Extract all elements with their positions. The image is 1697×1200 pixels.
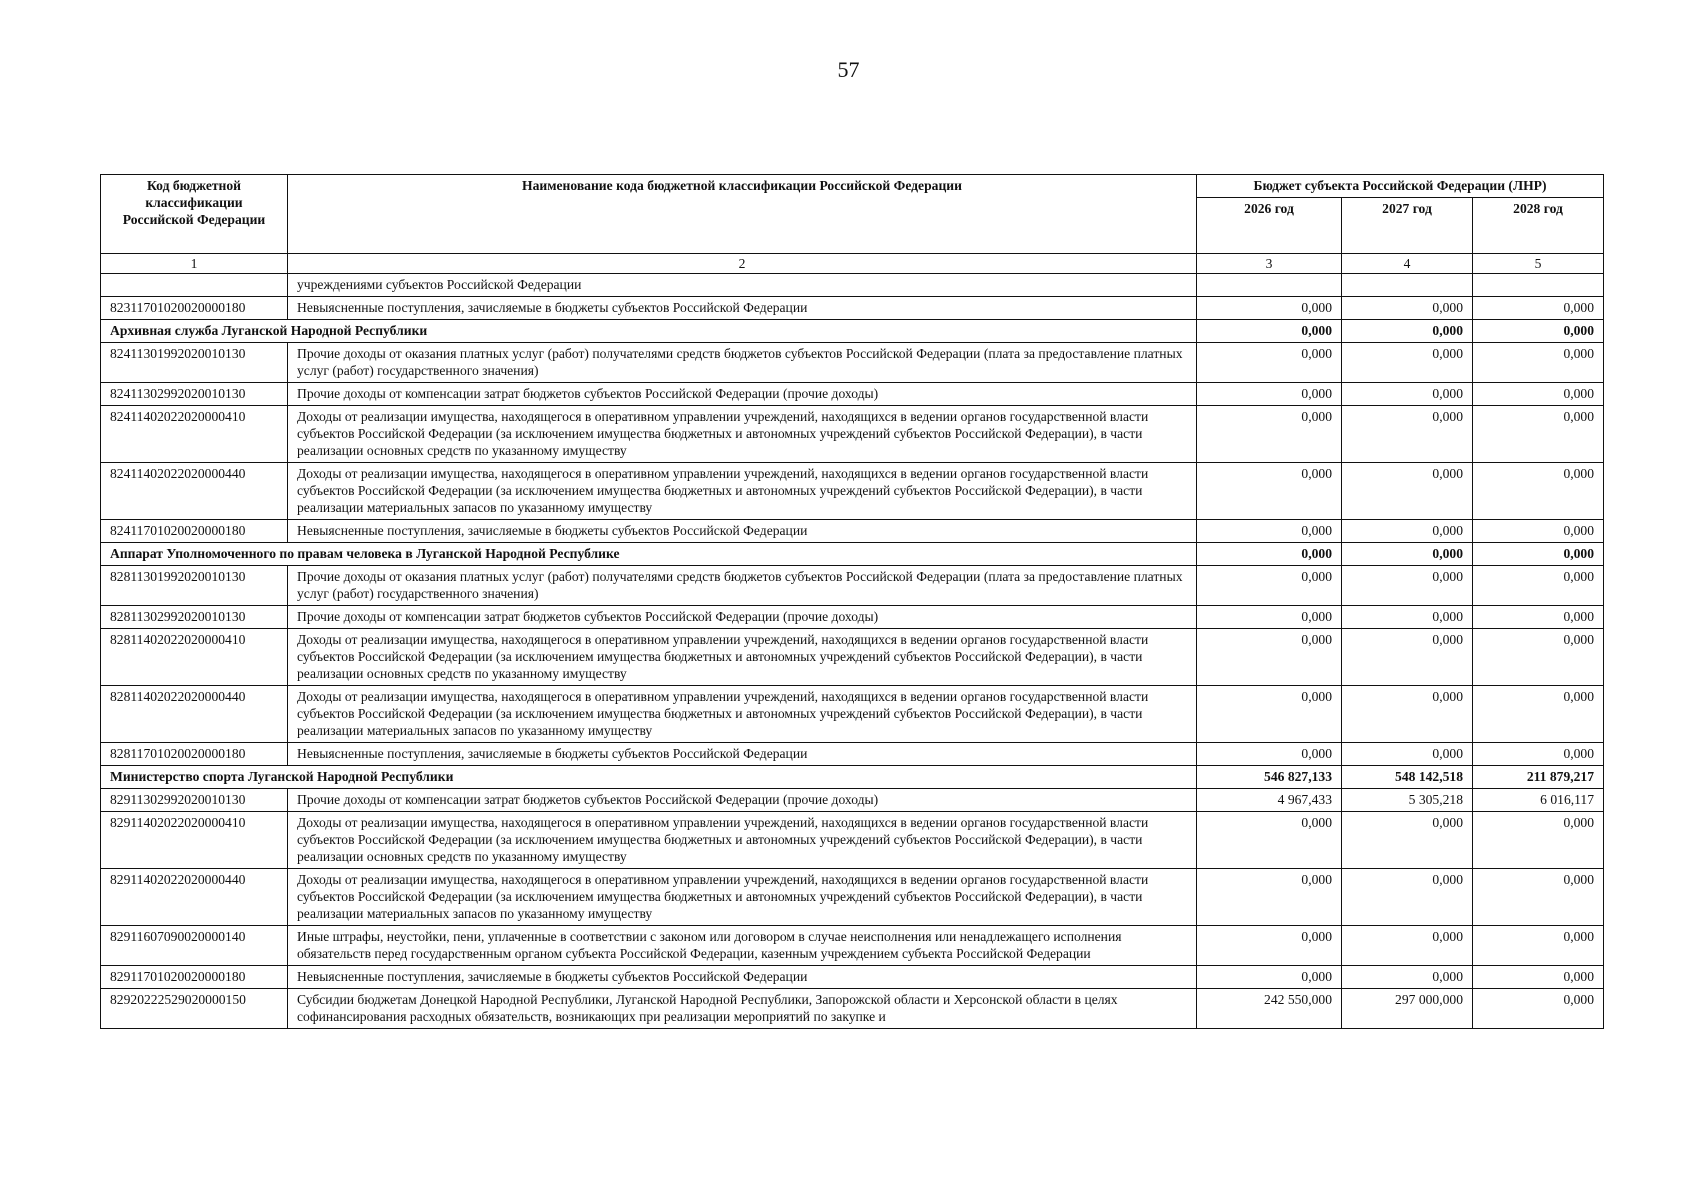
- budget-code-name: Доходы от реализации имущества, находящегося в оперативном управлении учреждений, находящихся в ведении органов государственной власти субъектов Российской Федерации (за исключением имущества бюджетных и автономных учреждений субъектов Российской Федерации), в части реализации материальных запасов по указанному имуществу: [288, 869, 1197, 926]
- value-2026: 0,000: [1197, 926, 1342, 966]
- budget-code-name: Невыясненные поступления, зачисляемые в бюджеты субъектов Российской Федерации: [288, 520, 1197, 543]
- value-2026: 0,000: [1197, 566, 1342, 606]
- budget-code-name: учреждениями субъектов Российской Федерации: [288, 274, 1197, 297]
- header-code: Код бюджетной классификации Российской Федерации: [101, 175, 288, 254]
- value-2026: [1197, 274, 1342, 297]
- value-2026: 242 550,000: [1197, 989, 1342, 1029]
- budget-code-name: Доходы от реализации имущества, находящегося в оперативном управлении учреждений, находящихся в ведении органов государственной власти субъектов Российской Федерации (за исключением имущества бюджетных и автономных учреждений субъектов Российской Федерации), в части реализации материальных запасов по указанному имуществу: [288, 463, 1197, 520]
- value-2028: 0,000: [1473, 463, 1604, 520]
- value-2027: 0,000: [1342, 406, 1473, 463]
- table-row: [101, 274, 1604, 297]
- value-2028: 0,000: [1473, 926, 1604, 966]
- budget-code: 82911302992020010130: [101, 789, 288, 812]
- budget-code: [101, 274, 288, 297]
- budget-code: 82911402022020000410: [101, 812, 288, 869]
- table-row: [101, 686, 1604, 743]
- value-2026: 0,000: [1197, 520, 1342, 543]
- value-2027: 0,000: [1342, 320, 1473, 343]
- value-2026: 0,000: [1197, 812, 1342, 869]
- value-2026: 0,000: [1197, 406, 1342, 463]
- value-2026: 0,000: [1197, 743, 1342, 766]
- value-2028: 0,000: [1473, 543, 1604, 566]
- value-2026: 0,000: [1197, 297, 1342, 320]
- value-2027: 0,000: [1342, 743, 1473, 766]
- value-2027: 0,000: [1342, 629, 1473, 686]
- value-2026: 0,000: [1197, 383, 1342, 406]
- value-2027: 0,000: [1342, 606, 1473, 629]
- value-2027: 0,000: [1342, 297, 1473, 320]
- value-2027: 0,000: [1342, 543, 1473, 566]
- table-row: [101, 743, 1604, 766]
- budget-code-name: Доходы от реализации имущества, находящегося в оперативном управлении учреждений, находящихся в ведении органов государственной власти субъектов Российской Федерации (за исключением имущества бюджетных и автономных учреждений субъектов Российской Федерации), в части реализации основных средств по указанному имуществу: [288, 812, 1197, 869]
- value-2026: 0,000: [1197, 686, 1342, 743]
- budget-code: 82411402022020000410: [101, 406, 288, 463]
- table-row: [101, 989, 1604, 1029]
- table-row: [101, 812, 1604, 869]
- value-2028: 0,000: [1473, 629, 1604, 686]
- table-row: [101, 566, 1604, 606]
- value-2028: 211 879,217: [1473, 766, 1604, 789]
- value-2026: 0,000: [1197, 343, 1342, 383]
- table-row: [101, 629, 1604, 686]
- column-number: 5: [1473, 254, 1604, 274]
- value-2026: 0,000: [1197, 606, 1342, 629]
- budget-code: 82920222529020000150: [101, 989, 288, 1029]
- column-number: 3: [1197, 254, 1342, 274]
- section-title: Аппарат Уполномоченного по правам человека в Луганской Народной Республике: [101, 543, 1197, 566]
- value-2027: 0,000: [1342, 966, 1473, 989]
- header-name: Наименование кода бюджетной классификации Российской Федерации: [288, 175, 1197, 254]
- page-number: 57: [837, 57, 860, 82]
- table-row: [101, 297, 1604, 320]
- value-2028: 0,000: [1473, 343, 1604, 383]
- budget-code: 82411701020020000180: [101, 520, 288, 543]
- value-2028: [1473, 274, 1604, 297]
- table-row: [101, 406, 1604, 463]
- value-2026: 0,000: [1197, 320, 1342, 343]
- value-2028: 0,000: [1473, 383, 1604, 406]
- value-2026: 0,000: [1197, 543, 1342, 566]
- header-year-2026: 2026 год: [1197, 198, 1342, 254]
- value-2028: 0,000: [1473, 406, 1604, 463]
- budget-code-name: Невыясненные поступления, зачисляемые в бюджеты субъектов Российской Федерации: [288, 966, 1197, 989]
- section-row: [101, 320, 1604, 343]
- table-row: [101, 343, 1604, 383]
- value-2027: 548 142,518: [1342, 766, 1473, 789]
- budget-code: 82411302992020010130: [101, 383, 288, 406]
- budget-code-name: Субсидии бюджетам Донецкой Народной Республики, Луганской Народной Республики, Запорожской области и Херсонской области в целях софинансирования расходных обязательств, возникающих при реализации мероприятий по закупке и: [288, 989, 1197, 1029]
- table-row: [101, 966, 1604, 989]
- budget-code-name: Невыясненные поступления, зачисляемые в бюджеты субъектов Российской Федерации: [288, 743, 1197, 766]
- table-row: [101, 520, 1604, 543]
- budget-code-name: Прочие доходы от оказания платных услуг (работ) получателями средств бюджетов субъектов Российской Федерации (плата за предоставление платных услуг (работ) государственного значения): [288, 566, 1197, 606]
- table-row: [101, 926, 1604, 966]
- budget-code: 82911701020020000180: [101, 966, 288, 989]
- value-2027: 0,000: [1342, 463, 1473, 520]
- value-2027: 0,000: [1342, 383, 1473, 406]
- table-row: [101, 789, 1604, 812]
- value-2028: 0,000: [1473, 869, 1604, 926]
- value-2026: 0,000: [1197, 629, 1342, 686]
- value-2027: 297 000,000: [1342, 989, 1473, 1029]
- budget-code: 82811701020020000180: [101, 743, 288, 766]
- value-2028: 0,000: [1473, 812, 1604, 869]
- table-row: [101, 869, 1604, 926]
- value-2027: 0,000: [1342, 566, 1473, 606]
- section-title: Архивная служба Луганской Народной Республики: [101, 320, 1197, 343]
- value-2028: 0,000: [1473, 966, 1604, 989]
- value-2027: 0,000: [1342, 926, 1473, 966]
- column-number: 1: [101, 254, 288, 274]
- header-year-2027: 2027 год: [1342, 198, 1473, 254]
- value-2027: 0,000: [1342, 812, 1473, 869]
- budget-code: 82911402022020000440: [101, 869, 288, 926]
- value-2028: 0,000: [1473, 743, 1604, 766]
- value-2026: 0,000: [1197, 966, 1342, 989]
- value-2027: 0,000: [1342, 869, 1473, 926]
- table-row: [101, 606, 1604, 629]
- value-2026: 0,000: [1197, 869, 1342, 926]
- value-2028: 0,000: [1473, 989, 1604, 1029]
- value-2027: 0,000: [1342, 520, 1473, 543]
- budget-code: 82811402022020000410: [101, 629, 288, 686]
- header-year-2028: 2028 год: [1473, 198, 1604, 254]
- column-number: 4: [1342, 254, 1473, 274]
- budget-code-name: Прочие доходы от компенсации затрат бюджетов субъектов Российской Федерации (прочие доходы): [288, 789, 1197, 812]
- budget-code: 82811302992020010130: [101, 606, 288, 629]
- table-row: [101, 463, 1604, 520]
- value-2028: 6 016,117: [1473, 789, 1604, 812]
- budget-code: 82811402022020000440: [101, 686, 288, 743]
- budget-code-name: Доходы от реализации имущества, находящегося в оперативном управлении учреждений, находящихся в ведении органов государственной власти субъектов Российской Федерации (за исключением имущества бюджетных и автономных учреждений субъектов Российской Федерации), в части реализации основных средств по указанному имуществу: [288, 629, 1197, 686]
- value-2028: 0,000: [1473, 686, 1604, 743]
- column-number-row: [101, 254, 1604, 274]
- budget-code: 82811301992020010130: [101, 566, 288, 606]
- section-row: [101, 766, 1604, 789]
- value-2028: 0,000: [1473, 606, 1604, 629]
- section-row: [101, 543, 1604, 566]
- header-budget: Бюджет субъекта Российской Федерации (ЛНР): [1197, 175, 1604, 198]
- value-2028: 0,000: [1473, 520, 1604, 543]
- budget-code-name: Невыясненные поступления, зачисляемые в бюджеты субъектов Российской Федерации: [288, 297, 1197, 320]
- value-2026: 4 967,433: [1197, 789, 1342, 812]
- budget-code: 82311701020020000180: [101, 297, 288, 320]
- value-2027: 5 305,218: [1342, 789, 1473, 812]
- column-number: 2: [288, 254, 1197, 274]
- budget-revenue-table: [100, 174, 1604, 1029]
- budget-code-name: Прочие доходы от компенсации затрат бюджетов субъектов Российской Федерации (прочие доходы): [288, 606, 1197, 629]
- budget-code: 82411402022020000440: [101, 463, 288, 520]
- budget-code-name: Прочие доходы от компенсации затрат бюджетов субъектов Российской Федерации (прочие доходы): [288, 383, 1197, 406]
- budget-code-name: Иные штрафы, неустойки, пени, уплаченные в соответствии с законом или договором в случае неисполнения или ненадлежащего исполнения обязательств перед государственным органом субъекта Российской Федерации, казенным учреждением субъекта Российской Федерации: [288, 926, 1197, 966]
- value-2028: 0,000: [1473, 297, 1604, 320]
- value-2027: [1342, 274, 1473, 297]
- section-title: Министерство спорта Луганской Народной Республики: [101, 766, 1197, 789]
- budget-code-name: Прочие доходы от оказания платных услуг (работ) получателями средств бюджетов субъектов Российской Федерации (плата за предоставление платных услуг (работ) государственного значения): [288, 343, 1197, 383]
- budget-code: 82411301992020010130: [101, 343, 288, 383]
- budget-code-name: Доходы от реализации имущества, находящегося в оперативном управлении учреждений, находящихся в ведении органов государственной власти субъектов Российской Федерации (за исключением имущества бюджетных и автономных учреждений субъектов Российской Федерации), в части реализации материальных запасов по указанному имуществу: [288, 686, 1197, 743]
- value-2027: 0,000: [1342, 343, 1473, 383]
- value-2026: 0,000: [1197, 463, 1342, 520]
- table-row: [101, 383, 1604, 406]
- value-2026: 546 827,133: [1197, 766, 1342, 789]
- table-header-row: [101, 175, 1604, 198]
- value-2028: 0,000: [1473, 566, 1604, 606]
- value-2027: 0,000: [1342, 686, 1473, 743]
- budget-code: 82911607090020000140: [101, 926, 288, 966]
- value-2028: 0,000: [1473, 320, 1604, 343]
- table-body: [101, 274, 1604, 1029]
- budget-code-name: Доходы от реализации имущества, находящегося в оперативном управлении учреждений, находящихся в ведении органов государственной власти субъектов Российской Федерации (за исключением имущества бюджетных и автономных учреждений субъектов Российской Федерации), в части реализации основных средств по указанному имуществу: [288, 406, 1197, 463]
